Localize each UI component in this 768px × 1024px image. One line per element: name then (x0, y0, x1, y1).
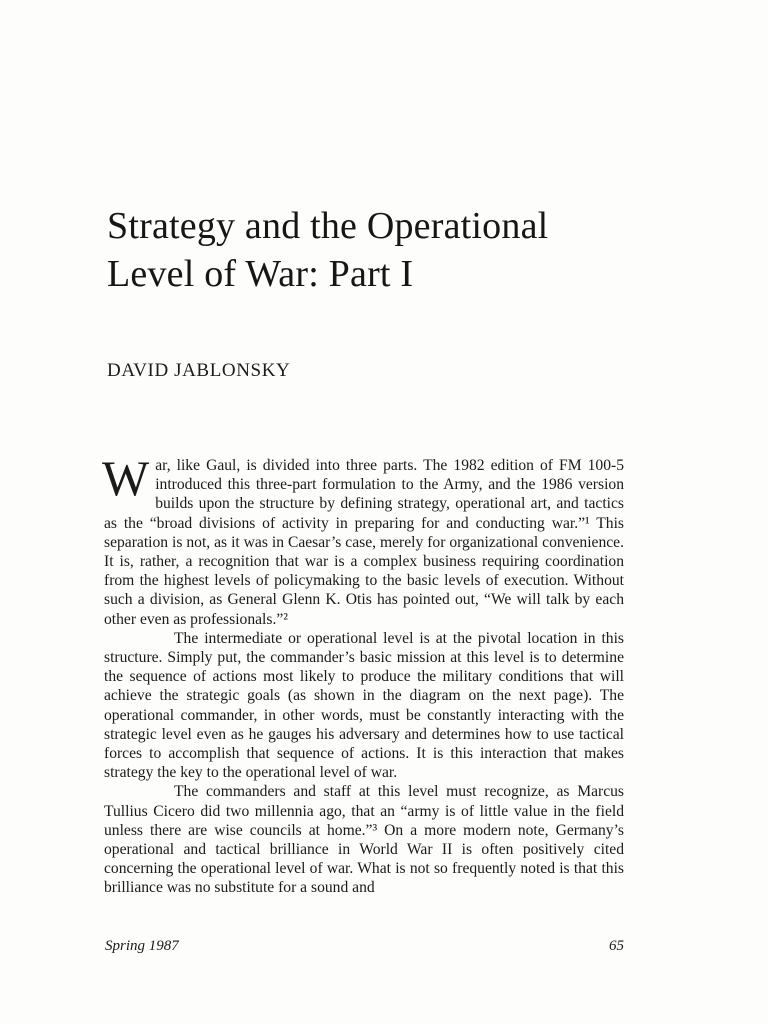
article-title (107, 202, 667, 298)
paragraph-1 (102, 450, 624, 629)
paragraph-3: The commanders and staff at this level must recognize, as Marcus Tullius Cicero did two millennia ago, that an “army is of little value in the field unless there are wise councils at home.”³ On a more modern note, Germany’s operational and tactical brilliance in World War II is often positively cited concerning the operational level of war. What is not so frequently noted is that this brilliance was no substitute for a sound and (104, 783, 624, 897)
drop-cap: W (102, 450, 150, 506)
article-title-line-2: Level of War: Part I (107, 253, 414, 295)
paragraph-1-text: ar, like Gaul, is divided into three parts. The 1982 edition of FM 100-5 introduced this three-part formulation to the Army, and the 1986 version builds upon the structure by defining strategy, operational art, and tactics as the “broad divisions of activity in preparing for and conducting war.”¹ This separation is not, as it was in Caesar’s case, merely for organizational convenience. It is, rather, a recognition that war is a complex business requiring coordination from the highest levels of policymaking to the basic levels of execution. Without such a division, as General Glenn K. Otis has pointed out, “We will talk by each other even as professionals.”² (104, 457, 624, 628)
article-body (102, 450, 624, 898)
paragraph-2: The intermediate or operational level is at the pivotal location in this structure. Simply put, the commander’s basic mission at this level is to determine the sequence of actions most likely to produce the military conditions that will achieve the strategic goals (as shown in the diagram on the next page). The operational commander, in other words, must be constantly interacting with the strategic level even as he gauges his adversary and determines how to use tactical forces to accomplish that sequence of actions. It is this interaction that makes strategy the key to the operational level of war. (104, 629, 624, 782)
article-title-line-1: Strategy and the Operational (107, 205, 549, 247)
footer-page-number: 65 (609, 938, 624, 954)
author-name: DAVID JABLONSKY (107, 360, 291, 381)
footer-issue: Spring 1987 (105, 938, 179, 954)
